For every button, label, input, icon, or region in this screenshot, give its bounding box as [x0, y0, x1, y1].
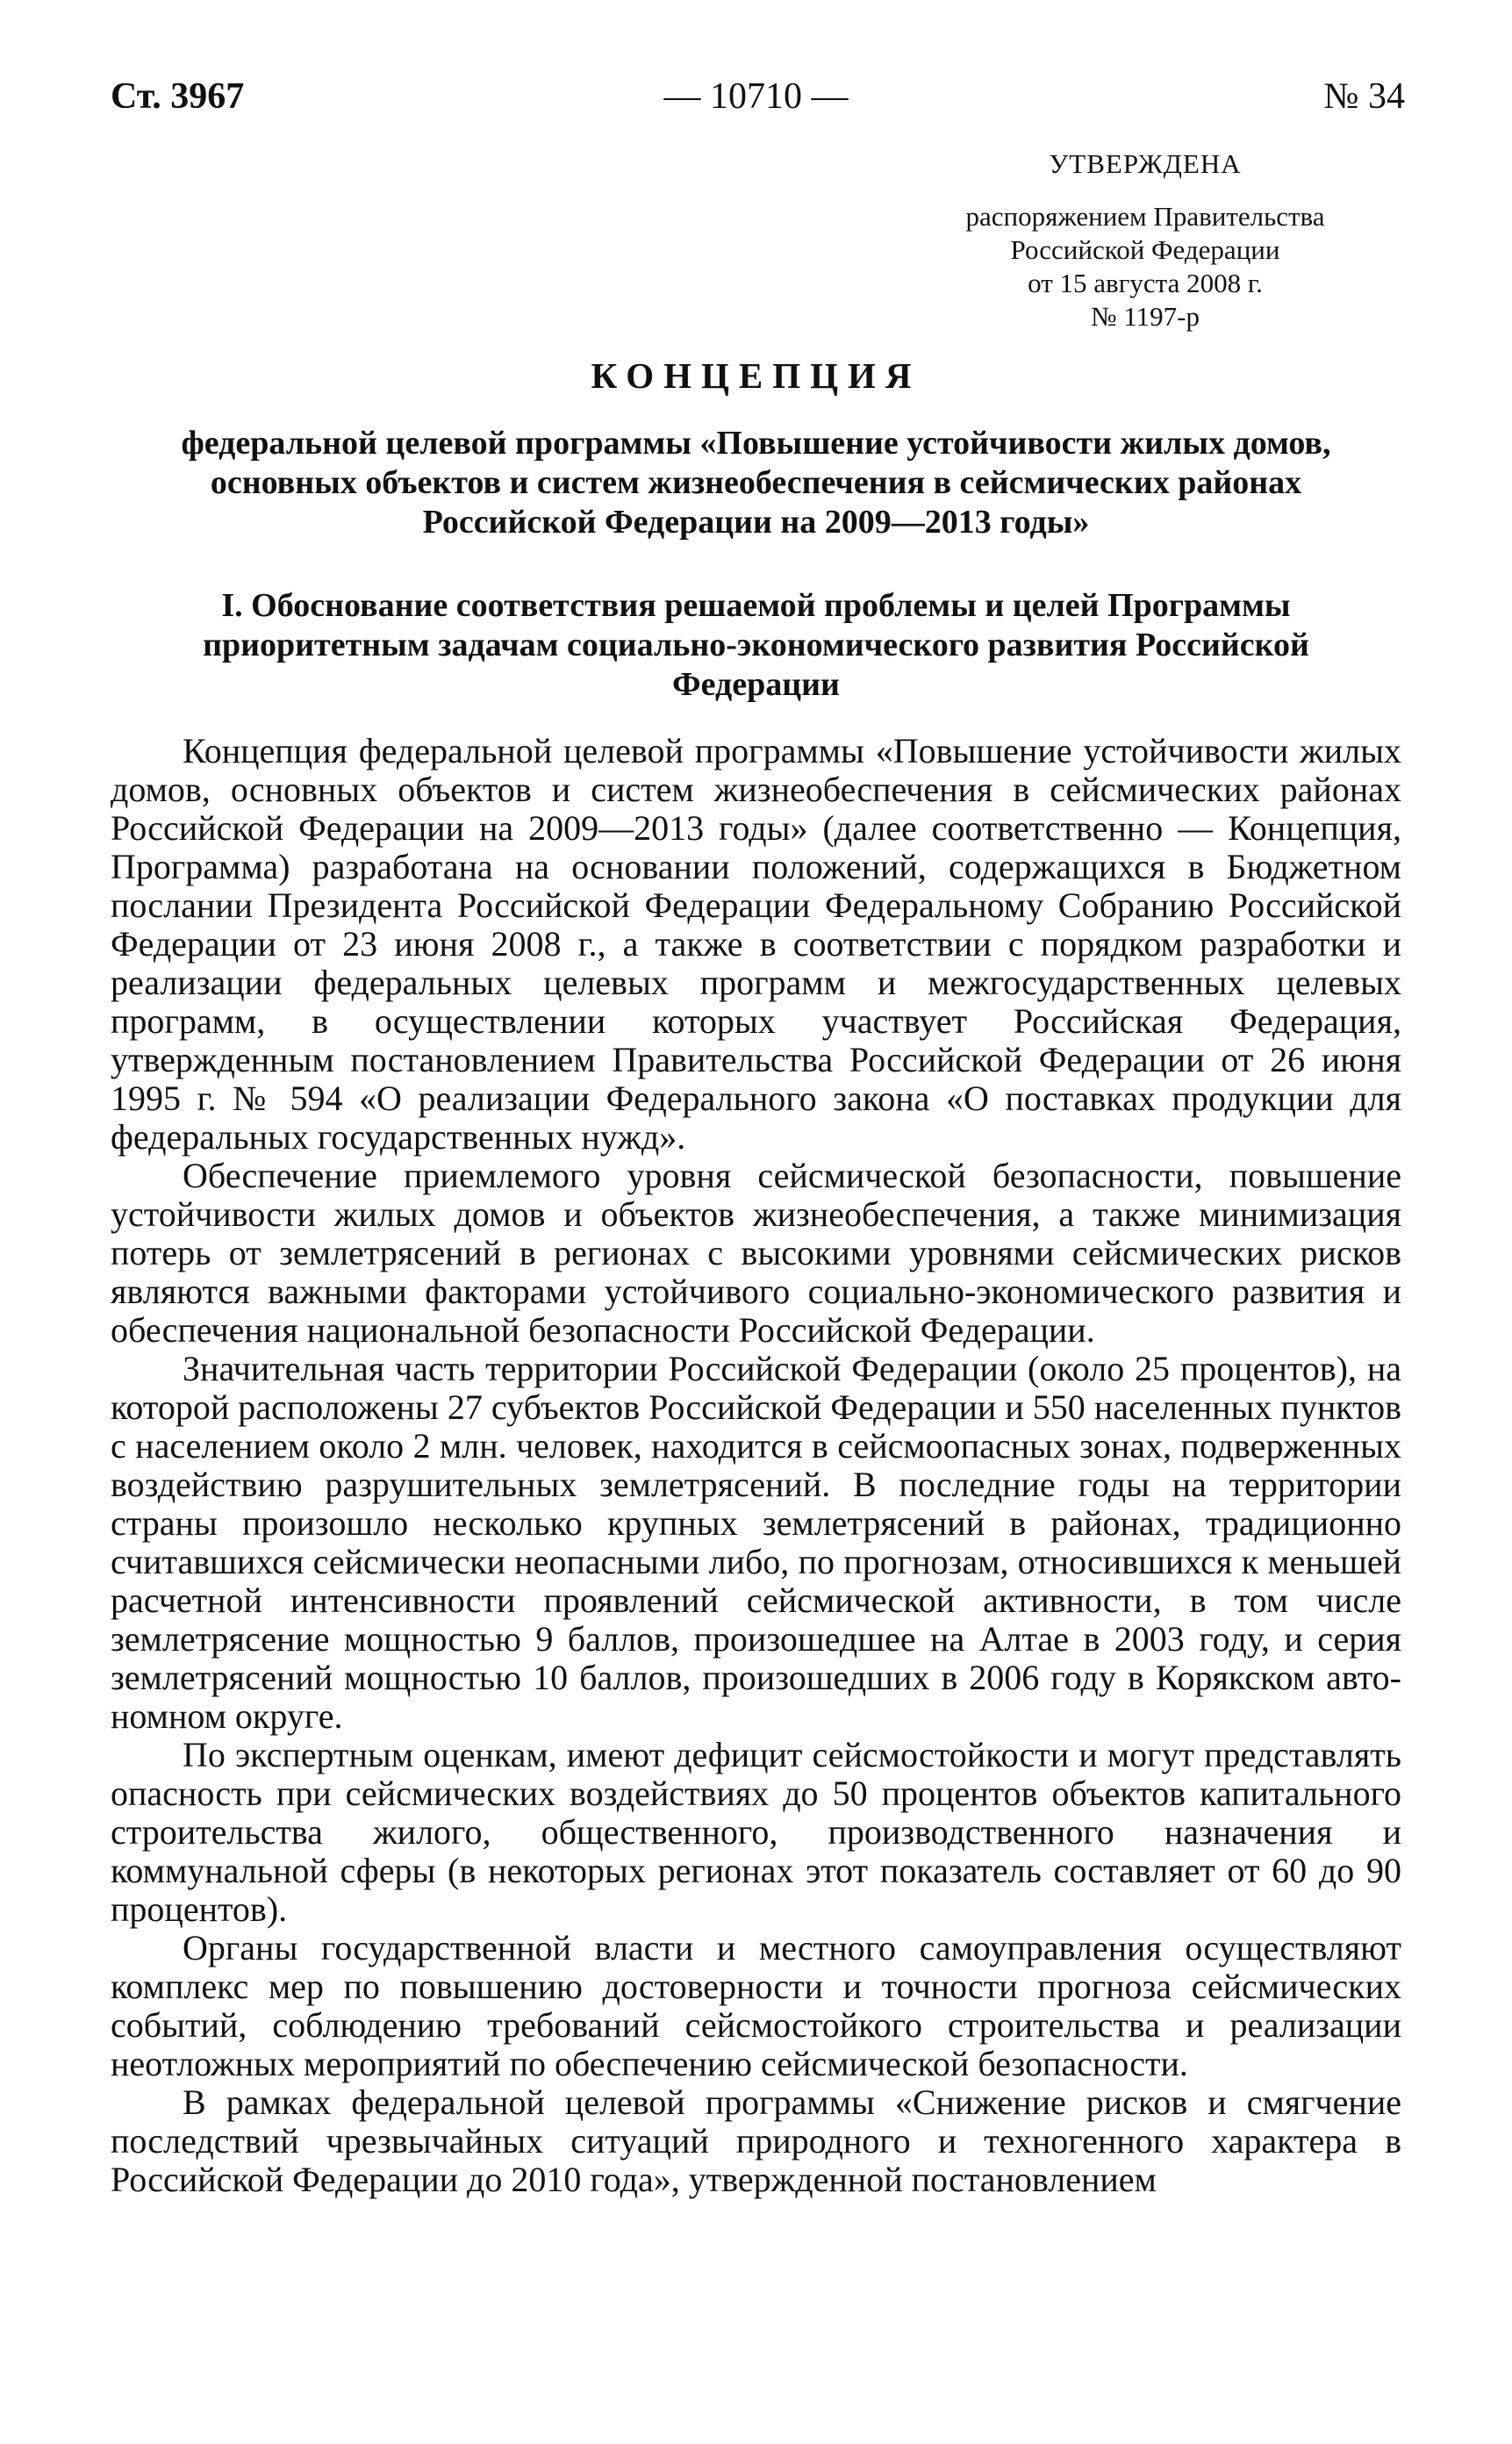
document-title: федеральной целевой программы «Повышение устойчивости жилых домов, основных объектов и систем жизнеобеспечения в сейсмических районах Российской Федерации на 2009—2013 годы» [181, 425, 1331, 541]
document-kind-heading: КОНЦЕПЦИЯ [591, 355, 921, 396]
paragraph: В рамках федеральной целевой программы «Снижение рисков и смягчение последствий чрезвычайных ситуаций природного и техногенного характера в Российской Федерации до 2010 года», утвержденной постановлением [111, 2082, 1401, 2199]
approval-date: от 15 августа 2008 г. [1028, 268, 1263, 298]
approval-line: Российской Федерации [1010, 234, 1280, 265]
paragraph: Органы государственной власти и местного самоуправления осуществляют комплекс мер по повышению достоверности и точности прогноза сейсмических событий, соблюдению требований сейсмостойкого строительства и реализации неотложных мероприятий по обеспечению сейсмической безопасности. [111, 1928, 1401, 2083]
issue-number: № 34 [1323, 76, 1405, 117]
section-heading: I. Обоснование соответствия решаемой проблемы и целей Программы приоритетным задачам социально-экономического развития Российской Федерации [203, 587, 1309, 703]
paragraph: Значительная часть территории Российской Федерации (около 25 процентов), на которой расположены 27 субъектов Российской Федерации и 550 населенных пунктов с населением около 2 млн. человек, находится в сейсмоопасных зонах, подверженных воздействию разрушительных землетрясений. В последние годы на территории страны произошло несколько крупных землетрясений в районах, традиционно считавшихся сейсмически неопасными либо, по прогнозам, относившихся к меньшей расчетной интенсивности проявлений сейсмической активности, в том числе землетрясение мощностью 9 баллов, произошедшее на Алтае в 2003 году, и серия землетрясений мощностью 10 баллов, произошедших в 2006 году в Корякском автономном округе. [111, 1349, 1401, 1736]
page-number: — 10710 — [663, 76, 849, 117]
approval-order-number: № 1197-р [1091, 301, 1200, 332]
paragraph: Концепция федеральной целевой программы «Повышение устойчивости жилых домов, основных объектов и систем жизнеобеспечения в сейсмических районах Российской Федерации на 2009—2013 годы» (далее соответственно — Концепция, Программа) разработана на основании положений, содержащихся в Бюджетном послании Президента Российской Федерации Федеральному Собранию Российской Федерации от 23 июня 2008 г., а также в соответствии с порядком разработки и реализации федеральных целевых программ и межгосударственных целевых программ, в осуществлении которых участвует Российская Федерация, утвержденным постановлением Правительства Российской Федерации от 26 июня 1995 г. № 594 «О реализации Федерального закона «О поставках продукции для федеральных государственных нужд». [111, 731, 1401, 1157]
approval-heading: УТВЕРЖДЕНА [1049, 148, 1242, 179]
approval-stamp [957, 147, 1334, 333]
article-number: Ст. 3967 [111, 76, 245, 117]
approval-line: распоряжением Правительства [965, 201, 1325, 232]
body-text [111, 732, 1401, 2199]
paragraph: По экспертным оценкам, имеют дефицит сейсмостойкости и могут представлять опасность при сейсмических воздействиях до 50 процентов объектов капитального строительства жилого, общественного, производственного назначения и коммунальной сферы (в некоторых регионах этот показатель составляет от 60 до 90 процентов). [111, 1735, 1401, 1929]
paragraph: Обеспечение приемлемого уровня сейсмической безопасности, повышение устойчивости жилых домов и объектов жизнеобеспечения, а также минимизация потерь от землетрясений в регионах с высокими уровнями сейсмических рисков являются важными факторами устойчивого социально-экономического развития и обеспечения национальной безопасности Российской Федерации. [111, 1156, 1401, 1350]
